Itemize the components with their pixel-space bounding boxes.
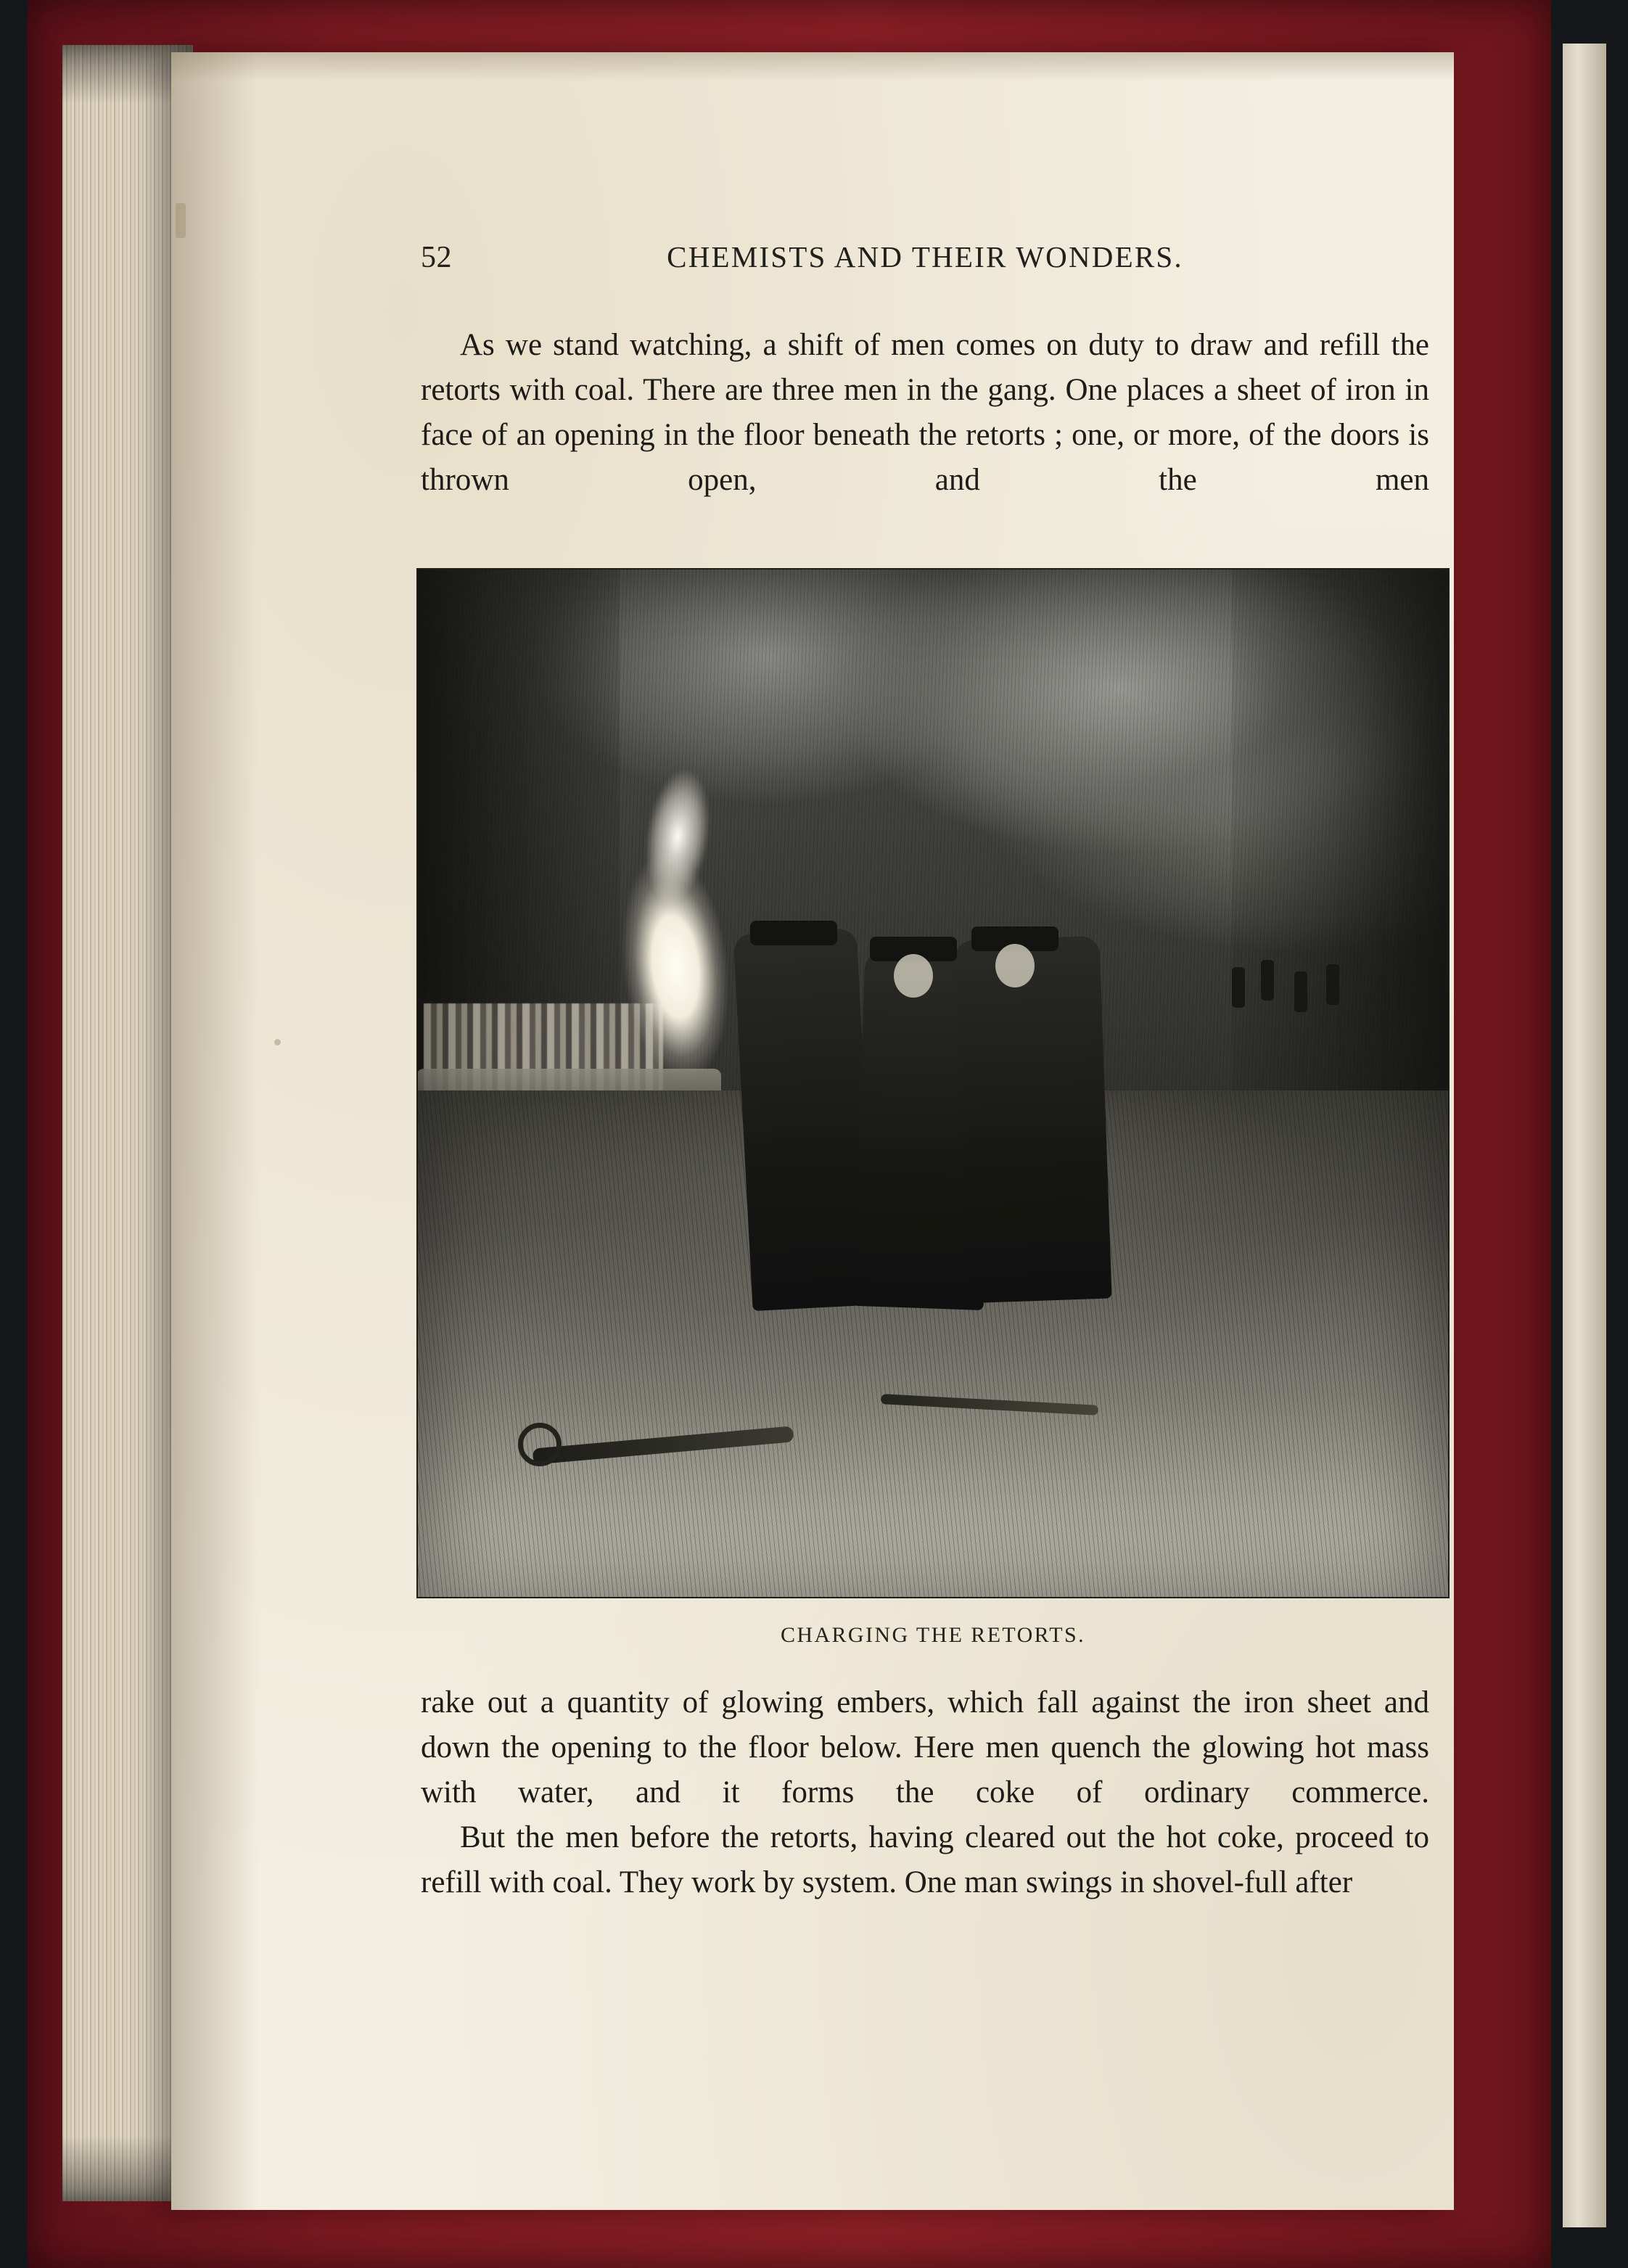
running-head-title: CHEMISTS AND THEIR WONDERS. [667, 240, 1183, 274]
figure-charging-the-retorts [416, 568, 1450, 1648]
right-page-edge [1563, 44, 1606, 2227]
page-number: 52 [421, 241, 452, 274]
paper-spot [274, 1039, 281, 1045]
page-top-shadow [171, 52, 1454, 81]
plate-border [416, 568, 1450, 1598]
paragraph-last: But the men before the retorts, having cleared out the hot coke, proceed to refill with coal. They work by system. One man swings in shovel-full after [421, 1820, 1429, 1899]
text-block-lower [421, 1680, 1429, 1905]
page-gutter-shadow [171, 52, 258, 2210]
running-head [421, 239, 1429, 275]
paragraph-after-figure: rake out a quantity of glowing embers, which fall against the iron sheet and down the opening to the floor below. Here men quench the glowing hot mass with water, and it forms the coke of ordinary commerce. [421, 1685, 1429, 1809]
paragraph-top: As we stand watching, a shift of men comes on duty to draw and refill the retorts with coal. There are three men in the gang. One places a sheet of iron in face of an opening in the floor beneath the retorts ; one, or more, of the doors is thrown open, and the men [421, 328, 1429, 497]
figure-caption: CHARGING THE RETORTS. [780, 1623, 1085, 1647]
paper-blemish [176, 203, 186, 238]
illustration-plate [416, 568, 1450, 1598]
text-block-upper [421, 239, 1429, 503]
